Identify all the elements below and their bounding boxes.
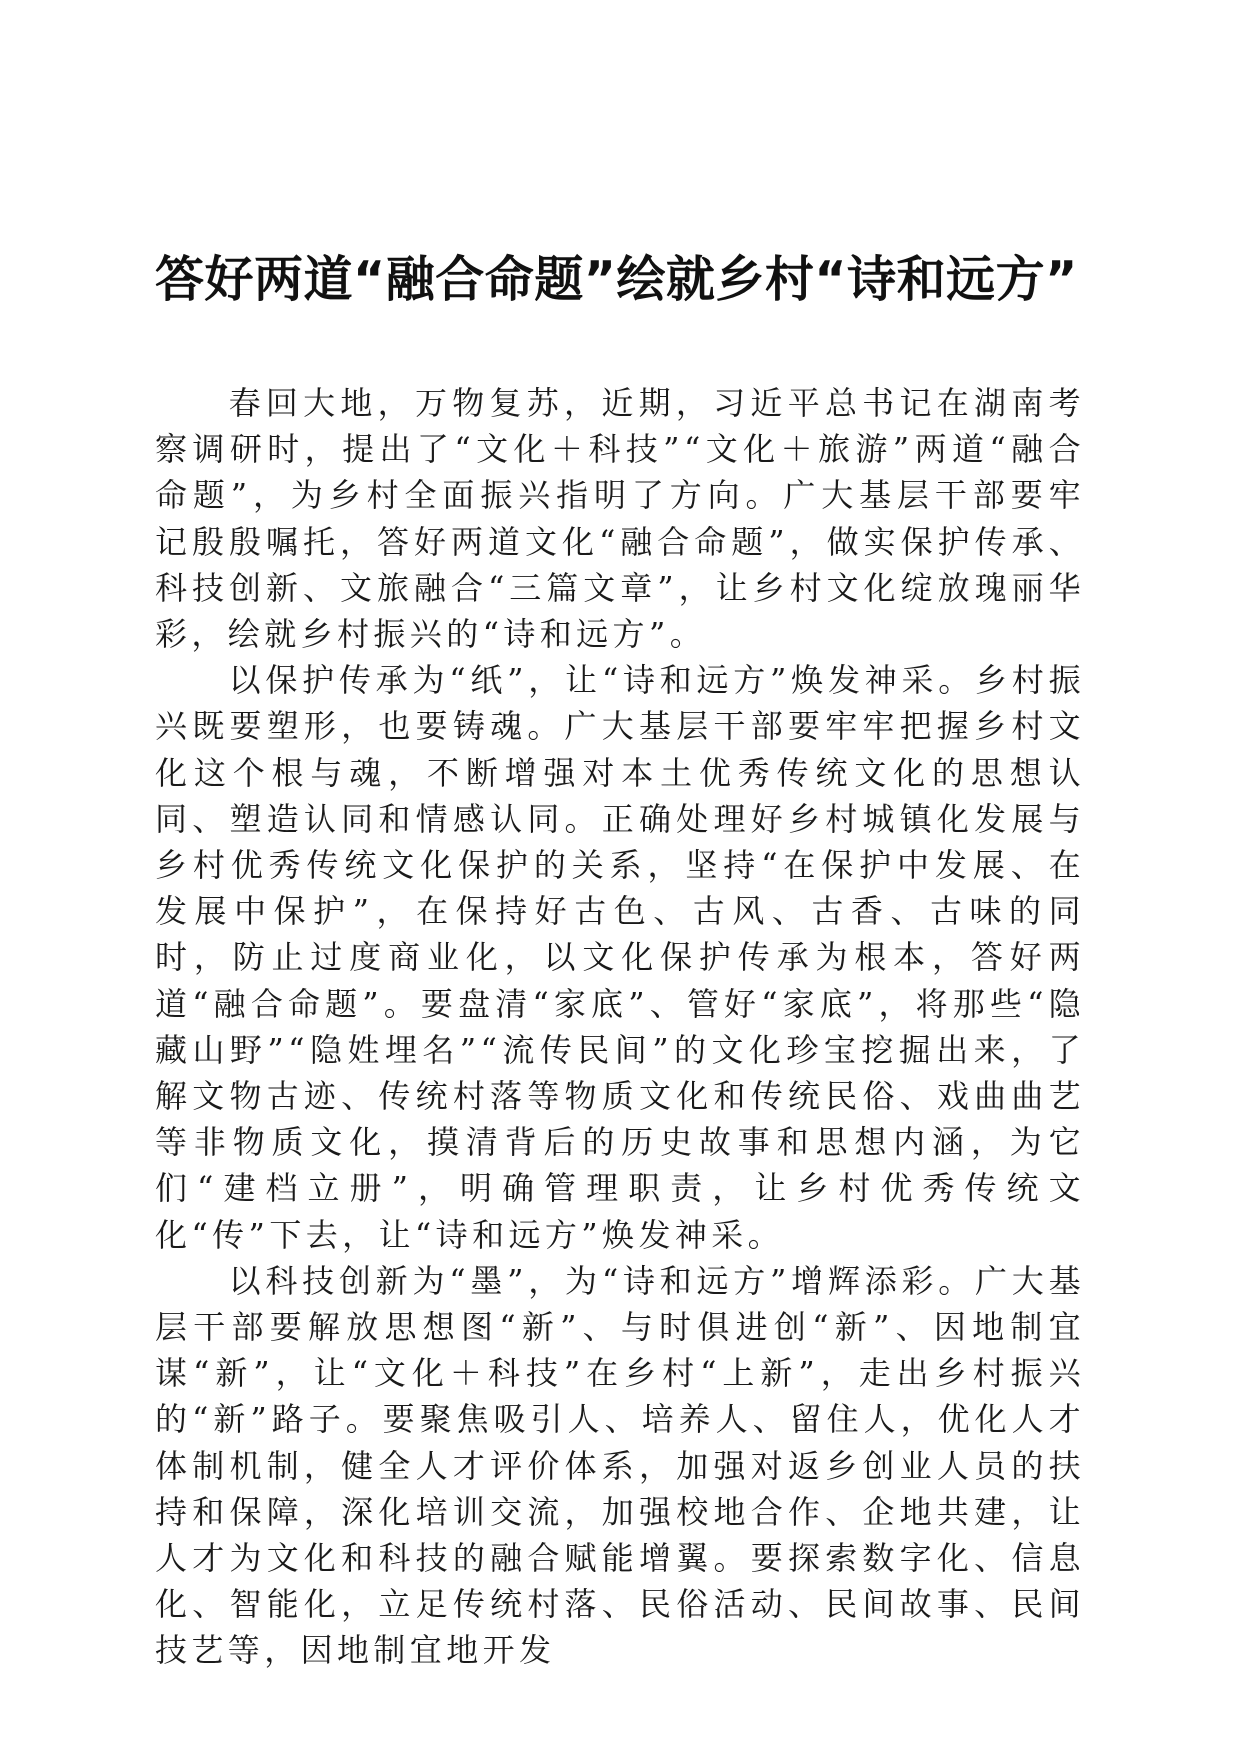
paragraph-2: 以保护传承为“纸”，让“诗和远方”焕发神采。乡村振兴既要塑形，也要铸魂。广大基层干部要牢牢把握乡村文化这个根与魂，不断增强对本土优秀传统文化的思想认同、塑造认同和情感认同。正确处理好乡村城镇化发展与乡村优秀传统文化保护的关系，坚持“在保护中发展、在发展中保护”，在保持好古色、古风、古香、古味的同时，防止过度商业化，以文化保护传承为根本，答好两道“融合命题”。要盘清“家底”、管好“家底”，将那些“隐藏山野”“隐姓埋名”“流传民间”的文化珍宝挖掘出来，了解文物古迹、传统村落等物质文化和传统民俗、戏曲曲艺等非物质文化，摸清背后的历史故事和思想内涵，为它们“建档立册”，明确管理职责，让乡村优秀传统文化“传”下去，让“诗和远方”焕发神采。 (155, 661, 1085, 1254)
paragraph-1: 春回大地，万物复苏，近期，习近平总书记在湖南考察调研时，提出了“文化＋科技”“文化＋旅游”两道“融合命题”，为乡村全面振兴指明了方向。广大基层干部要牢记殷殷嘱托，答好两道文化“融合命题”，做实保护传承、科技创新、文旅融合“三篇文章”，让乡村文化绽放瑰丽华彩，绘就乡村振兴的“诗和远方”。 (155, 384, 1085, 654)
paragraph-3: 以科技创新为“墨”，为“诗和远方”增辉添彩。广大基层干部要解放思想图“新”、与时俱进创“新”、因地制宜谋“新”，让“文化＋科技”在乡村“上新”，走出乡村振兴的“新”路子。要聚焦吸引人、培养人、留住人，优化人才体制机制，健全人才评价体系，加强对返乡创业人员的扶持和保障，深化培训交流，加强校地合作、企地共建，让人才为文化和科技的融合赋能增翼。要探索数字化、信息化、智能化，立足传统村落、民俗活动、民间故事、民间技艺等，因地制宜地开发 (155, 1261, 1085, 1670)
document-title: 答好两道“融合命题”绘就乡村“诗和远方” (155, 251, 1078, 308)
document-body (155, 380, 1085, 1674)
